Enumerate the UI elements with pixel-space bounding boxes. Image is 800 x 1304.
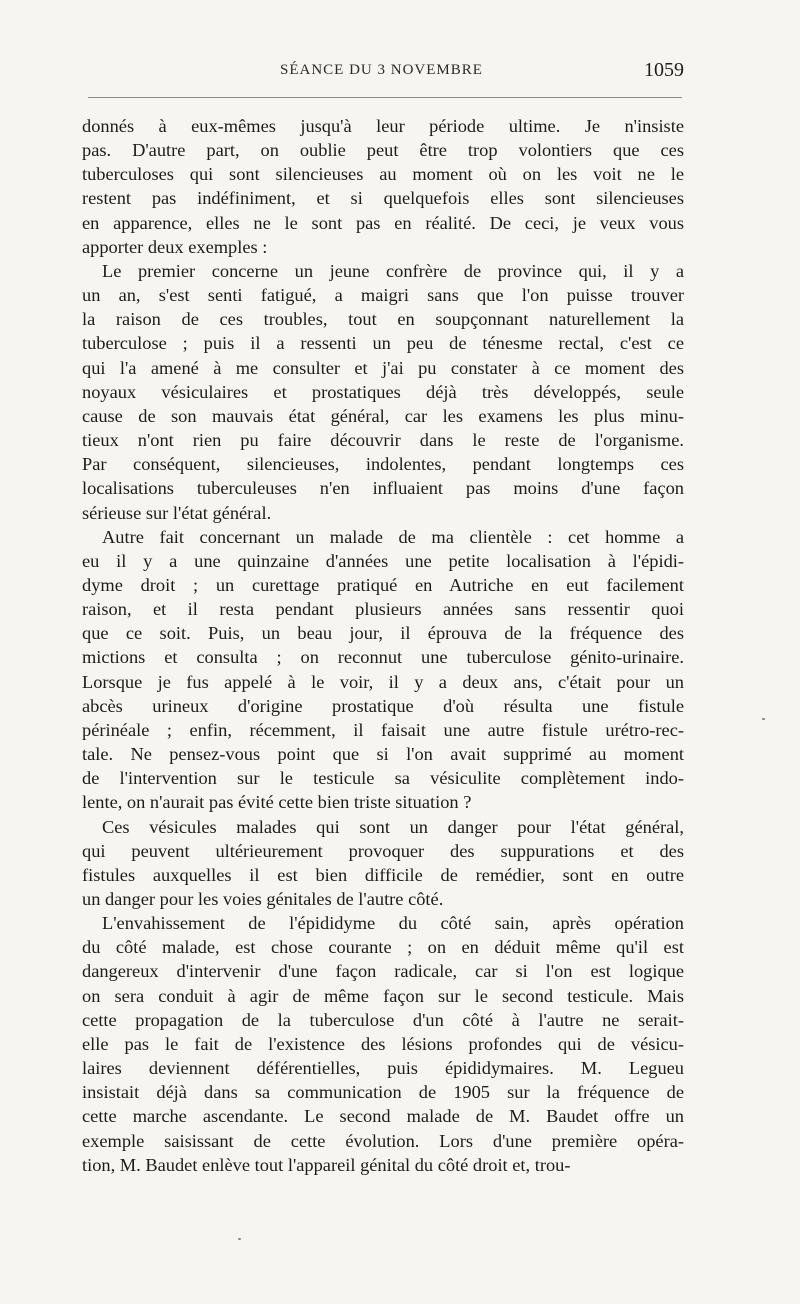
- text-line: que ce soit. Puis, un beau jour, il éprouva de la fréquence des: [82, 623, 684, 644]
- text-line: tion, M. Baudet enlève tout l'appareil génital du côté droit et, trou-: [82, 1154, 571, 1175]
- text-line: un an, s'est senti fatigué, a maigri sans que l'on puisse trouver: [82, 285, 684, 306]
- text-line: apporter deux exemples :: [82, 236, 268, 257]
- text-line: cette propagation de la tuberculose d'un côté à l'autre ne serait-: [82, 1009, 684, 1030]
- text-line: la raison de ces troubles, tout en soupçonnant naturellement la: [82, 309, 684, 330]
- text-line: L'envahissement de l'épididyme du côté sain, après opération: [102, 913, 684, 934]
- text-line: restent pas indéfiniment, et si quelquefois elles sont silencieuses: [82, 188, 684, 209]
- text-line: eu il y a une quinzaine d'années une petite localisation à l'épidi-: [82, 550, 684, 571]
- text-line: périnéale ; enfin, récemment, il faisait une autre fistule urétro-rec-: [82, 719, 684, 740]
- text-line: Ces vésicules malades qui sont un danger pour l'état général,: [102, 816, 684, 837]
- text-line: fistules auxquelles il est bien difficile de remédier, sont en outre: [82, 864, 684, 885]
- text-line: Autre fait concernant un malade de ma clientèle : cet homme a: [102, 526, 684, 547]
- text-line: Lorsque je fus appelé à le voir, il y a deux ans, c'était pour un: [82, 671, 684, 692]
- page-number: 1059: [644, 59, 684, 81]
- text-line: mictions et consulta ; on reconnut une tuberculose génito-urinaire.: [82, 647, 684, 668]
- text-line: lente, on n'aurait pas évité cette bien triste situation ?: [82, 792, 472, 813]
- text-line: elle pas le fait de l'existence des lésions profondes qui de vésicu-: [82, 1033, 684, 1054]
- text-line: abcès urineux d'origine prostatique d'où résulta une fistule: [82, 695, 684, 716]
- running-title: SÉANCE DU 3 NOVEMBRE: [280, 62, 483, 78]
- text-line: Par conséquent, silencieuses, indolentes, pendant longtemps ces: [82, 454, 684, 475]
- text-line: sérieuse sur l'état général.: [82, 502, 272, 523]
- running-header: [84, 59, 684, 86]
- body-text: [82, 114, 684, 1177]
- text-line: noyaux vésiculaires et prostatiques déjà très développés, seule: [82, 381, 684, 402]
- text-line: pas. D'autre part, on oublie peut être trop volontiers que ces: [82, 140, 684, 161]
- text-line: tale. Ne pensez-vous point que si l'on avait supprimé au moment: [82, 744, 684, 765]
- print-speck: [238, 1238, 241, 1240]
- text-line: dyme droit ; un curettage pratiqué en Autriche en eut facilement: [82, 574, 684, 595]
- print-speck: [762, 718, 765, 720]
- text-line: tuberculoses qui sont silencieuses au moment où on les voit ne le: [82, 164, 684, 185]
- text-line: donnés à eux-mêmes jusqu'à leur période ultime. Je n'insiste: [82, 116, 684, 136]
- text-line: raison, et il resta pendant plusieurs années sans ressentir quoi: [82, 599, 684, 620]
- text-line: laires deviennent déférentielles, puis épididymaires. M. Legueu: [82, 1058, 684, 1079]
- text-line: tieux n'ont rien pu faire découvrir dans le reste de l'organisme.: [82, 430, 684, 451]
- text-line: qui l'a amené à me consulter et j'ai pu constater à ce moment des: [82, 357, 684, 378]
- text-line: Le premier concerne un jeune confrère de province qui, il y a: [102, 260, 684, 281]
- text-line: en apparence, elles ne le sont pas en réalité. De ceci, je veux vous: [82, 212, 684, 233]
- text-line: exemple saisissant de cette évolution. Lors d'une première opéra-: [82, 1130, 684, 1151]
- text-line: insistait déjà dans sa communication de 1905 sur la fréquence de: [82, 1082, 684, 1103]
- text-line: un danger pour les voies génitales de l'autre côté.: [82, 889, 444, 909]
- header-rule: [88, 97, 682, 98]
- text-line: du côté malade, est chose courante ; on en déduit même qu'il est: [82, 937, 684, 958]
- text-line: tuberculose ; puis il a ressenti un peu de ténesme rectal, c'est ce: [82, 333, 684, 354]
- text-line: cette marche ascendante. Le second malade de M. Baudet offre un: [82, 1106, 684, 1127]
- text-line: dangereux d'intervenir d'une façon radicale, car si l'on est logique: [82, 961, 684, 982]
- text-line: localisations tuberculeuses n'en influaient pas moins d'une façon: [82, 478, 684, 499]
- text-line: cause de son mauvais état général, car les examens les plus minu-: [82, 405, 684, 426]
- text-line: de l'intervention sur le testicule sa vésiculite complètement indo-: [82, 768, 684, 789]
- text-line: qui peuvent ultérieurement provoquer des suppurations et des: [82, 840, 684, 861]
- text-line: on sera conduit à agir de même façon sur le second testicule. Mais: [82, 985, 684, 1006]
